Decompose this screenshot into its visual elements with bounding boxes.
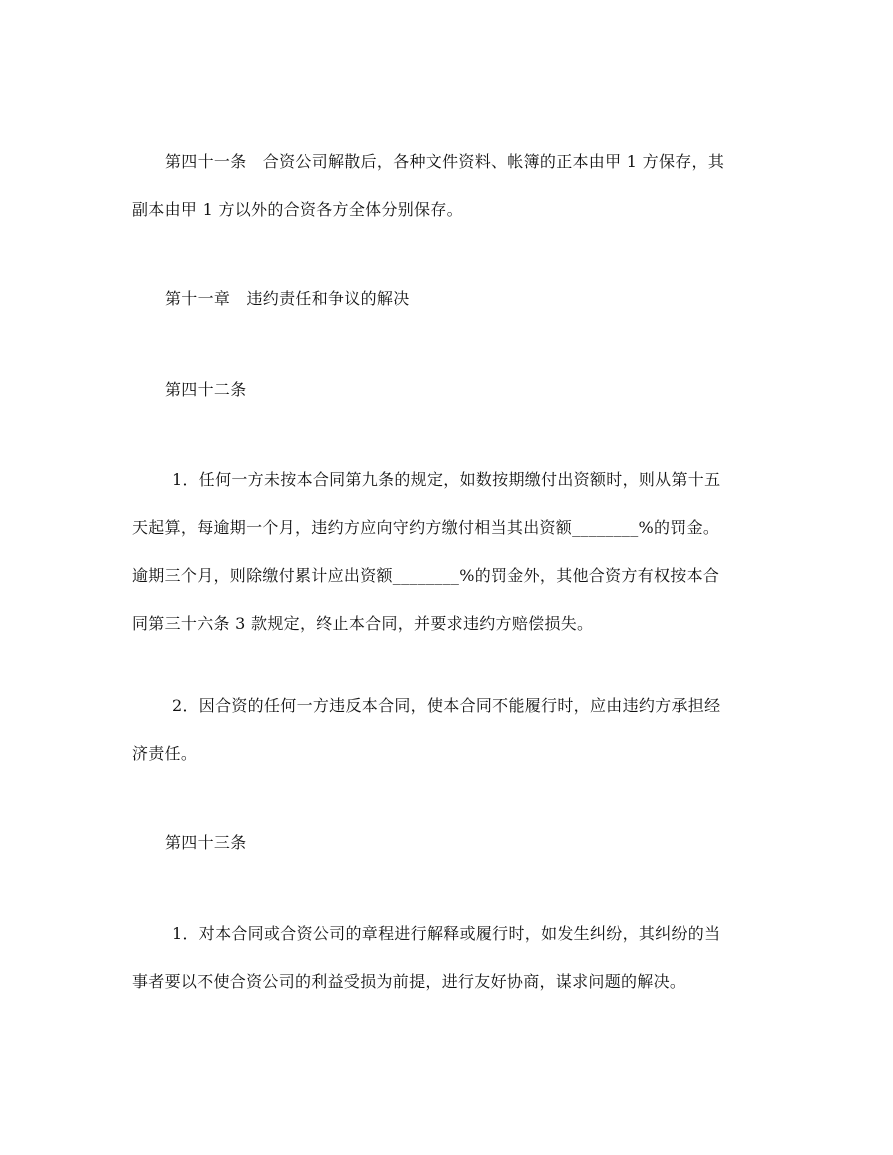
article-42-title: 第四十二条 bbox=[165, 380, 247, 399]
article-41-line-1: 第四十一条 合资公司解散后，各种文件资料、帐簿的正本由甲 1 方保存，其 bbox=[165, 152, 725, 171]
chapter-11-title: 第十一章 违约责任和争议的解决 bbox=[165, 289, 410, 308]
article-43-clause-1-line-1: 1．对本合同或合资公司的章程进行解释或履行时，如发生纠纷，其纠纷的当 bbox=[172, 924, 721, 943]
article-43-clause-1 bbox=[132, 910, 772, 1006]
article-42-clause-1-line-4: 同第三十六条 3 款规定，终止本合同，并要求违约方赔偿损失。 bbox=[132, 614, 594, 633]
chapter-11-heading bbox=[132, 275, 772, 323]
article-42-clause-1 bbox=[132, 456, 772, 648]
article-43-heading bbox=[132, 819, 772, 867]
article-43-title: 第四十三条 bbox=[165, 833, 247, 852]
article-42-clause-2-line-1: 2．因合资的任何一方违反本合同，使本合同不能履行时，应由违约方承担经 bbox=[172, 696, 721, 715]
article-42-heading bbox=[132, 366, 772, 414]
article-42-clause-2 bbox=[132, 682, 772, 778]
article-41-line-2: 副本由甲 1 方以外的合资各方全体分别保存。 bbox=[132, 200, 463, 219]
article-42-clause-1-line-3: 逾期三个月，则除缴付累计应出资额________%的罚金外，其他合资方有权按本合 bbox=[132, 566, 720, 585]
article-42-clause-2-line-2: 济责任。 bbox=[132, 744, 198, 763]
article-43-clause-1-line-2: 事者要以不使合资公司的利益受损为前提，进行友好协商，谋求问题的解决。 bbox=[132, 972, 687, 991]
article-42-clause-1-line-1: 1．任何一方未按本合同第九条的规定，如数按期缴付出资额时，则从第十五 bbox=[172, 470, 721, 489]
article-41 bbox=[132, 138, 772, 234]
article-42-clause-1-line-2: 天起算，每逾期一个月，违约方应向守约方缴付相当其出资额________%的罚金。 bbox=[132, 518, 720, 537]
